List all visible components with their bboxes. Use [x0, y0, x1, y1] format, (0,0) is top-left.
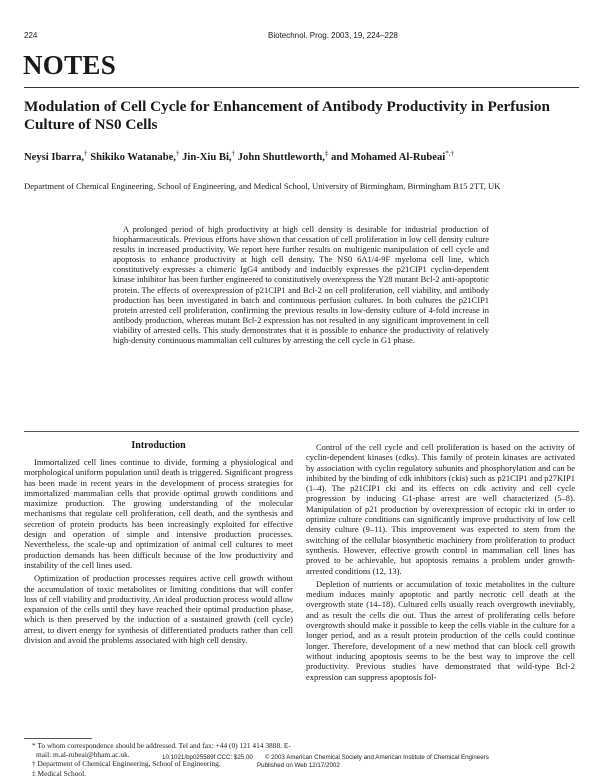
journal-citation: Biotechnol. Prog. 2003, 19, 224–228 [268, 31, 398, 40]
body-paragraph: Control of the cell cycle and cell proliferation is based on the activity of cyclin-dependent kinases (cdks). This family of protein kinases are activated by association with cyclin regulatory subunits and phosphorylation and can be inhibited by the binding of cdk inhibitors (ckis) such as p21CIP1 and p27KIP1 (1–4). The p21CIP1 cki and its effects on cdk activity and cell cycle progression by inducing G1-phase arrest are well characterized (5–8). Manipulation of p21 production by overexpression of ectopic cki in order to optimize culture conditions can significantly improve productivity of low cell density culture (9–11). This improvement was expected to stem from the switching of the cellular biosynthetic machinery from proliferation to product synthesis. However, effective growth control in mammalian cell lines has proved to be achievable, but apoptosis remains a problem under growth-arrested conditions (12, 13). [306, 442, 575, 576]
author: Jin-Xiu Bi,† [182, 149, 236, 163]
left-column [24, 440, 293, 645]
published-date: Published on Web 12/17/2002 [257, 762, 340, 769]
author: and Mohamed Al-Rubeai*,† [331, 149, 454, 163]
author: Shikiko Watanabe,† [90, 149, 180, 163]
introduction-heading: Introduction [131, 440, 186, 451]
heading-rule [24, 87, 579, 88]
footnote: ‡ Medical School. [32, 768, 86, 776]
right-column [306, 442, 575, 682]
copyright: © 2003 American Chemical Society and American Institute of Chemical Engineers [264, 754, 489, 761]
author: John Shuttleworth,‡ [237, 149, 329, 163]
section-heading: NOTES [23, 50, 117, 80]
affiliation: Department of Chemical Engineering, School of Engineering, and Medical School, University of Birmingham, Birmingham B15 2TT, UK [24, 181, 501, 191]
footnote: * To whom correspondence should be addressed. Tel and fax: +44 (0) 121 414 3888. E-mail: m.al-rubeai@bham.ac.uk. [32, 741, 291, 760]
article-title: Modulation of Cell Cycle for Enhancement of Antibody Productivity in Perfusion Culture of NS0 Cells [24, 98, 550, 133]
doi: 10.1021/bp025589f CCC: $25.00 [162, 754, 253, 761]
author-list [24, 147, 579, 164]
footnote-rule [24, 738, 92, 739]
body-paragraph: Optimization of production processes requires active cell growth without the accumulation of toxic metabolites or limiting conditions that will confer loss of cell viability and productivity. An ideal production process would allow expansion of the cells until they have reached their optimal production phase, which is then preserved by the induction of a sustained growth (cell cycle) arrest, to divert energy for synthesis of differentiated products rather than cell division and avoid the problems associated with high cell density. [24, 573, 293, 646]
abstract-rule [24, 431, 579, 432]
body-paragraph: Immortalized cell lines continue to divide, forming a physiological and morphological uniform population until death is triggered. Significant progress has been made in recent years in the development of process strategies for immortalized mammalian cells that provide optimal growth conditions and maximize production. The growing understanding of the molecular mechanisms that regulate cell proliferation, cell death, and the synthesis and secretion of protein products has been increasingly exploited for effective design and operation of simple and intensive production processes. Nevertheless, the scale-up and optimization of animal cell cultures to meet production demands has been difficult because of the low productivity and instability of the cell lines used. [24, 457, 293, 570]
footer-doi-line [162, 754, 489, 761]
author: Neysi Ibarra,† [24, 149, 88, 163]
body-paragraph: Depletion of nutrients or accumulation of toxic metabolites in the culture medium induces mainly apoptotic and partly necrotic cell death at the overgrowth state (14–18). Cultured cells usually reach overgrowth inevitably, and as result the cells die out. Thus the arrest of proliferating cells before overgrowth should make it possible to keep the cells viable in the culture for a longer period, and as a result protein production of the cells could continue longer. Therefore, development of a new method that can block cell growth without inducing apoptosis seems to be the best way to improve the cell productivity. Previous studies have demonstrated that wild-type Bcl-2 expression can suppress apoptosis fol- [306, 578, 575, 682]
abstract: A prolonged period of high productivity at high cell density is desirable for industrial production of biopharmaceuticals. Previous efforts have shown that cessation of cell proliferation in low cell density culture results in increased productivity. We report here further results on multigenic manipulation of cell cycle and apoptosis to enhance productivity at high cell density. The NS0 6A1/4-9F myeloma cell line, which constitutively expresses a chimeric IgG4 antibody and inducibly expresses the p21CIP1 cyclin-dependent kinase inhibitor has been further engineered to constitutively overexpress the Y28 mutant Bcl-2 anti-apoptotic protein. The effects of overexpression of p21CIP1 and Bcl-2 on cell proliferation, cell viability, and antibody production has been investigated in batch and continuous perfusion cultures. In both cultures the p21CIP1 protein arrested cell proliferation, confirming the previous results in low-density culture of 4-fold increase in antibody production, whereas mutant Bcl-2 expression has not resulted in any significant improvement in cell viability of arrested cells. This study demonstrates that it is possible to enhance the productivity of relatively high-density continuous mammalian cell cultures by arresting the cell cycle in G1 phase. [113, 224, 489, 346]
footnote: † Department of Chemical Engineering, School of Engineering. [32, 759, 221, 769]
page-number: 224 [24, 31, 38, 40]
running-header [24, 31, 576, 43]
